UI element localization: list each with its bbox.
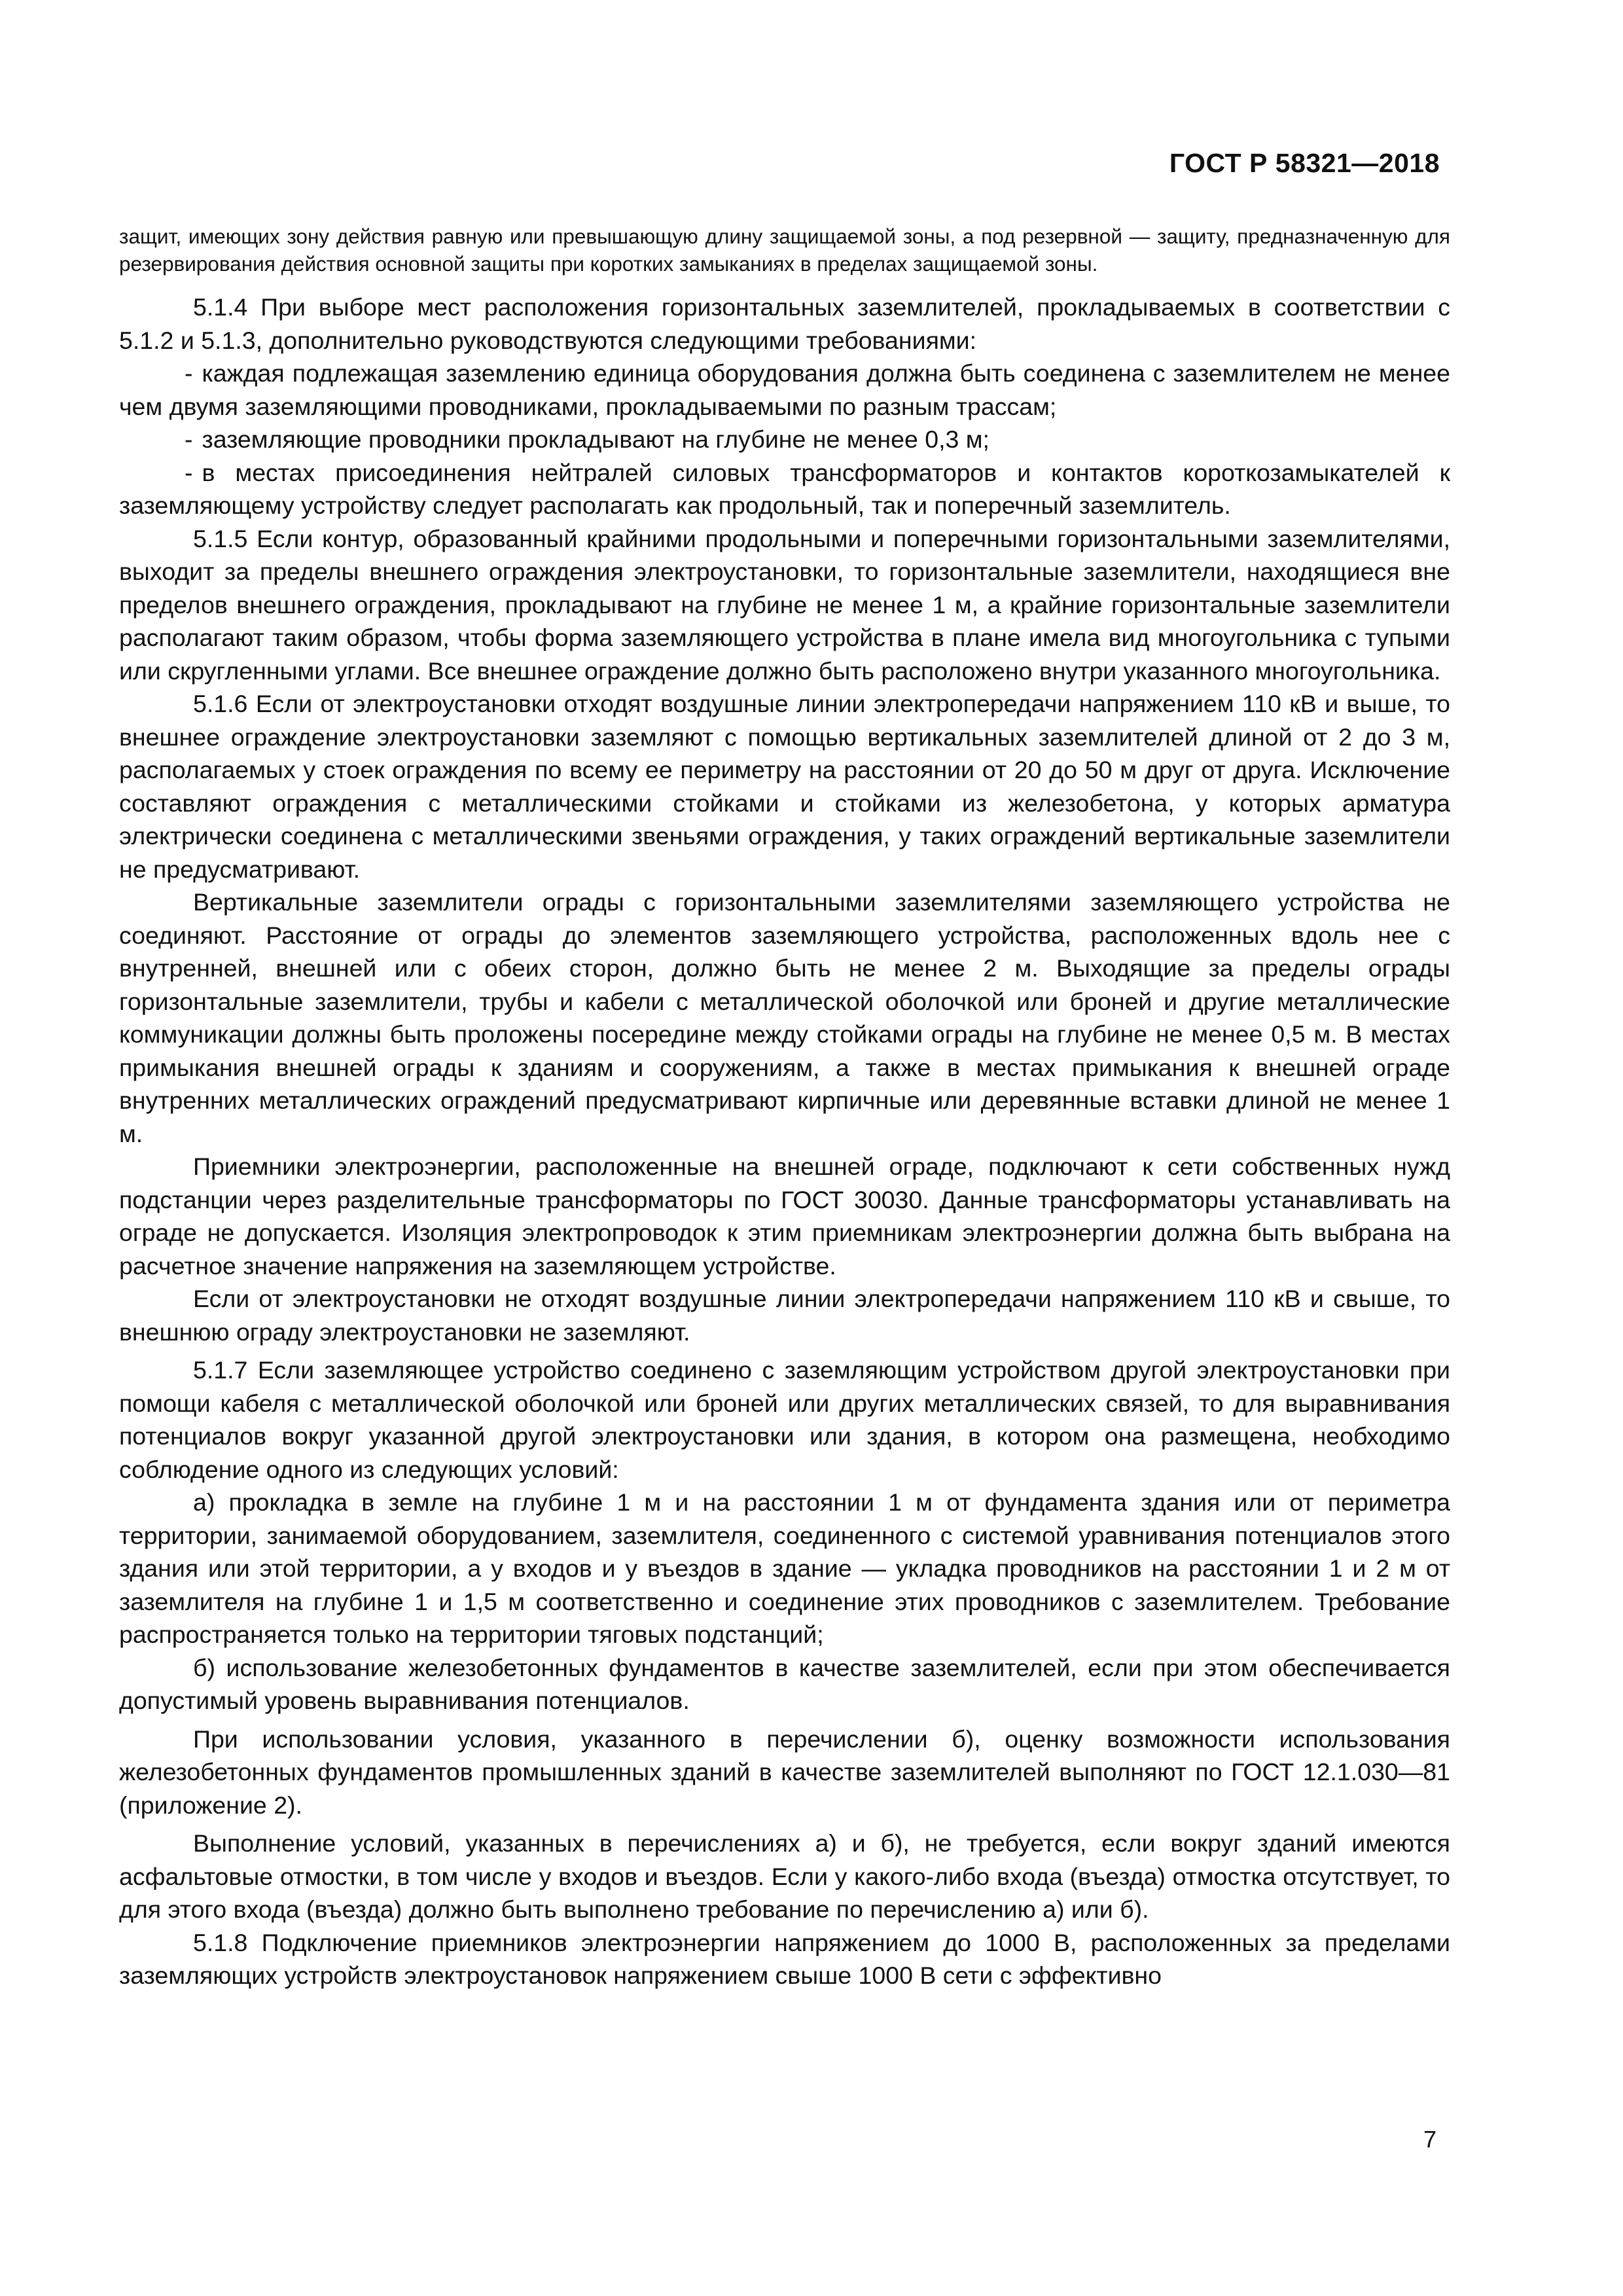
clause-5-1-6-paragraph: Если от электроустановки не отходят воздушные линии электропередачи напряжением 110 кВ и свыше, то внешнюю ограду электроустановки не заземляют. — [119, 1285, 1450, 1346]
clause-5-1-7-item-a: а) прокладка в земле на глубине 1 м и на расстоянии 1 м от фундамента здания или от периметра территории, занимаемой оборудованием, заземлителя, соединенного с системой уравнивания потенциалов этого здания или этой территории, а у входов и у въездов в здание — укладка проводников на расстоянии 1 и 2 м от заземлителя на глубине 1 и 1,5 м соответственно и соединение этих проводников с заземлителем. Требование распространяется только на территории тяговых подстанций; — [119, 1488, 1450, 1648]
clause-5-1-7-paragraph: При использовании условия, указанного в перечислении б), оценку возможности использования железобетонных фундаментов промышленных зданий в качестве заземлителей выполняют по ГОСТ 12.1.030—81 (приложение 2). — [119, 1725, 1450, 1819]
clause-5-1-7: 5.1.7 Если заземляющее устройство соединено с заземляющим устройством другой электроустановки при помощи кабеля с металлической оболочкой или броней или других металлических связей, то для выравнивания потенциалов вокруг указанной другой электроустановки или здания, в котором она размещена, необходимо соблюдение одного из следующих условий: — [119, 1356, 1450, 1483]
clause-5-1-6: 5.1.6 Если от электроустановки отходят воздушные линии электропередачи напряжением 110 кВ и выше, то внешнее ограждение электроустановки заземляют с помощью вертикальных заземлителей длиной от 2 до 3 м, располагаемых у стоек ограждения по всему ее периметру на расстоянии от 20 до 50 м друг от друга. Исключение составляют ограждения с металлическими стойками и стойками из железобетона, у которых арматура электрически соединена с металлическими звеньями ограждения, у таких ограждений вертикальные заземлители не предусматривают. — [119, 690, 1450, 883]
list-marker: - — [185, 425, 193, 453]
clause-5-1-7-paragraph: Выполнение условий, указанных в перечислениях а) и б), не требуется, если вокруг зданий имеются асфальтовые отмостки, в том числе у входов и въездов. Если у какого-либо входа (въезда) отмостка отсутствует, то для этого входа (въезда) должно быть выполнено требование по перечислению а) или б). — [119, 1829, 1450, 1923]
clause-5-1-6-paragraph: Приемники электроэнергии, расположенные на внешней ограде, подключают к сети собственных нужд подстанции через разделительные трансформаторы по ГОСТ 30030. Данные трансформаторы устанавливать на ограде не допускается. Изоляция электропроводок к этим приемникам электроэнергии должна быть выбрана на расчетное значение напряжения на заземляющем устройстве. — [119, 1153, 1450, 1280]
list-item — [119, 456, 1450, 522]
document-body — [119, 223, 1450, 1992]
list-item — [119, 423, 1450, 456]
clause-5-1-8: 5.1.8 Подключение приемников электроэнергии напряжением до 1000 В, расположенных за пределами заземляющих устройств электроустановок напряжением свыше 1000 В сети с эффективно — [119, 1928, 1450, 1989]
list-marker: - — [185, 458, 193, 486]
intro-paragraph: защит, имеющих зону действия равную или превышающую длину защищаемой зоны, а под резервной — защиту, предназначенную для резервирования действия основной защиты при коротких замыканиях в пределах защищаемой зоны. — [119, 224, 1450, 276]
clause-5-1-6-paragraph: Вертикальные заземлители ограды с горизонтальными заземлителями заземляющего устройства не соединяют. Расстояние от ограды до элементов заземляющего устройства, расположенных вдоль нее с внутренней, внешней или с обеих сторон, должно быть не менее 2 м. Выходящие за пределы ограды горизонтальные заземлители, трубы и кабели с металлической оболочкой или броней и другие металлические коммуникации должны быть проложены посередине между стойками ограды на глубине не менее 0,5 м. В местах примыкания внешней ограды к зданиям и сооружениям, а также в местах примыкания к внешней ограде внутренних металлических ограждений предусматривают кирпичные или деревянные вставки длиной не менее 1 м. — [119, 888, 1450, 1147]
list-item-text: заземляющие проводники прокладывают на глубине не менее 0,3 м; — [202, 425, 990, 453]
page-number: 7 — [1423, 2126, 1436, 2153]
clause-5-1-5: 5.1.5 Если контур, образованный крайними продольными и поперечными горизонтальными заземлителями, выходит за пределы внешнего ограждения электроустановки, то горизонтальные заземлители, находящиеся вне пределов внешнего ограждения, прокладывают на глубине не менее 1 м, а крайние горизонтальные заземлители располагают таким образом, чтобы форма заземляющего устройства в плане имела вид многоугольника с тупыми или скругленными углами. Все внешнее ограждение должно быть расположено внутри указанного многоугольника. — [119, 524, 1450, 685]
list-item — [119, 357, 1450, 423]
list-item-text: в местах присоединения нейтралей силовых трансформаторов и контактов короткозамыкателей к заземляющему устройству следует располагать как продольный, так и поперечный заземлитель. — [119, 458, 1450, 519]
list-item-text: каждая подлежащая заземлению единица оборудования должна быть соединена с заземлителем не менее чем двумя заземляющими проводниками, прокладываемыми по разным трассам; — [119, 359, 1450, 420]
document-id-header: ГОСТ Р 58321—2018 — [1169, 148, 1440, 178]
clause-5-1-7-item-b: б) использование железобетонных фундаментов в качестве заземлителей, если при этом обеспечивается допустимый уровень выравнивания потенциалов. — [119, 1653, 1450, 1714]
list-marker: - — [185, 359, 193, 387]
clause-5-1-4: 5.1.4 При выборе мест расположения горизонтальных заземлителей, прокладываемых в соответствии с 5.1.2 и 5.1.3, дополнительно руководствуются следующими требованиями: — [119, 293, 1450, 354]
